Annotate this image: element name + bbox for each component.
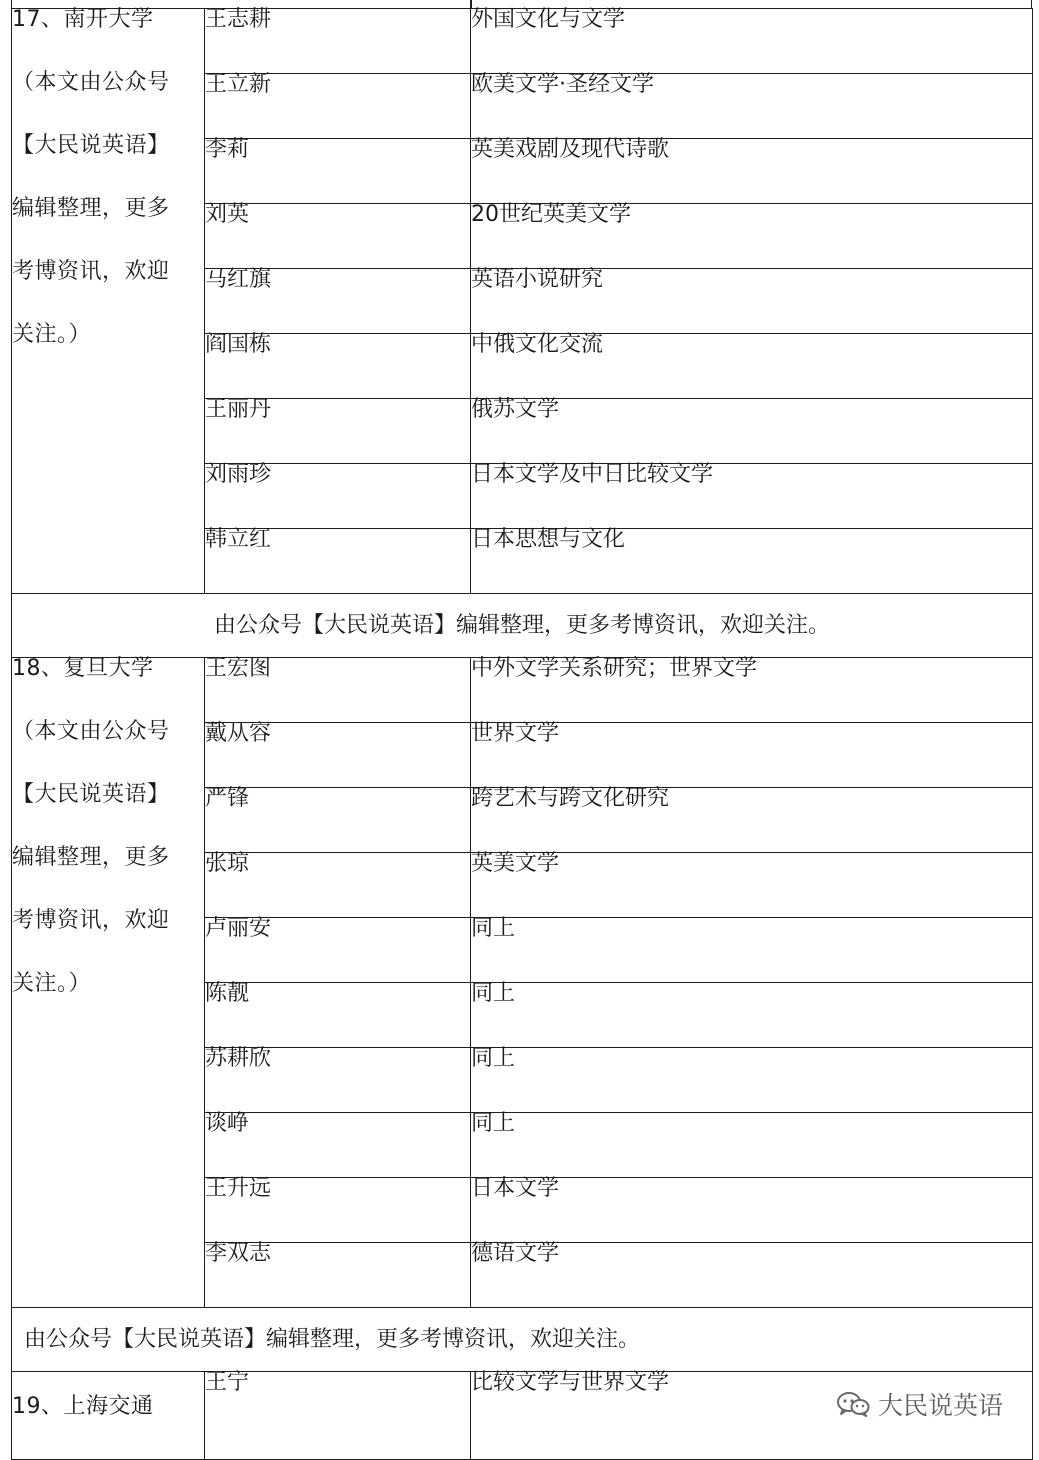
watermark-text: 大民说英语 bbox=[878, 1391, 1004, 1420]
table-body bbox=[12, 9, 1033, 1460]
research-field: 日本文学及中日比较文学 bbox=[471, 464, 1033, 529]
supervisor-table bbox=[11, 8, 1033, 1460]
watermark bbox=[836, 1386, 1003, 1422]
supervisor-name: 王宁 bbox=[205, 1372, 471, 1460]
research-field: 中俄文化交流 bbox=[471, 334, 1033, 399]
research-field: 欧美文学·圣经文学 bbox=[471, 74, 1033, 139]
supervisor-name: 严锋 bbox=[205, 788, 471, 853]
institution-note-line: 【大民说英语】 bbox=[12, 782, 170, 807]
research-field: 俄苏文学 bbox=[471, 399, 1033, 464]
research-field: 同上 bbox=[471, 983, 1033, 1048]
institution-note-line: 【大民说英语】 bbox=[12, 133, 170, 158]
institution-cell bbox=[12, 658, 205, 1308]
supervisor-name: 王志耕 bbox=[205, 9, 471, 74]
supervisor-name: 李莉 bbox=[205, 139, 471, 204]
research-field: 英美戏剧及现代诗歌 bbox=[471, 139, 1033, 204]
notice-text: 由公众号【大民说英语】编辑整理，更多考博资讯，欢迎关注。 bbox=[12, 594, 1033, 658]
supervisor-name: 王升远 bbox=[205, 1178, 471, 1243]
institution-cell bbox=[12, 1372, 205, 1460]
research-field: 比较文学与世界文学 bbox=[471, 1372, 1033, 1460]
supervisor-name: 谈峥 bbox=[205, 1113, 471, 1178]
institution-name: 18、复旦大学 bbox=[12, 656, 154, 681]
supervisor-name: 阎国栋 bbox=[205, 334, 471, 399]
institution-note-line: 编辑整理，更多 bbox=[12, 196, 170, 221]
supervisor-name: 韩立红 bbox=[205, 529, 471, 594]
table-row bbox=[12, 9, 1033, 74]
institution-note-line: 编辑整理，更多 bbox=[12, 845, 170, 870]
institution-note-line: 考博资讯，欢迎 bbox=[12, 259, 170, 284]
institution-note-line: 考博资讯，欢迎 bbox=[12, 908, 170, 933]
institution-note-line: 关注。） bbox=[12, 322, 92, 347]
supervisor-name: 卢丽安 bbox=[205, 918, 471, 983]
supervisor-name: 张琼 bbox=[205, 853, 471, 918]
research-field: 世界文学 bbox=[471, 723, 1033, 788]
institution-name: 19、上海交通 bbox=[12, 1394, 154, 1419]
research-field: 20世纪英美文学 bbox=[471, 204, 1033, 269]
research-field: 中外文学关系研究；世界文学 bbox=[471, 658, 1033, 723]
supervisor-name: 刘雨珍 bbox=[205, 464, 471, 529]
supervisor-name: 王立新 bbox=[205, 74, 471, 139]
research-field: 同上 bbox=[471, 918, 1033, 983]
supervisor-name: 苏耕欣 bbox=[205, 1048, 471, 1113]
research-field: 同上 bbox=[471, 1048, 1033, 1113]
institution-note-line: 关注。） bbox=[12, 971, 92, 996]
institution-cell bbox=[12, 9, 205, 594]
supervisor-name: 刘英 bbox=[205, 204, 471, 269]
table-row bbox=[12, 658, 1033, 723]
research-field: 外国文化与文学 bbox=[471, 9, 1033, 74]
research-field: 跨艺术与跨文化研究 bbox=[471, 788, 1033, 853]
institution-name: 17、南开大学 bbox=[12, 7, 154, 32]
research-field: 日本文学 bbox=[471, 1178, 1033, 1243]
notice-row bbox=[12, 594, 1033, 658]
supervisor-name: 陈靓 bbox=[205, 983, 471, 1048]
institution-note-line: （本文由公众号 bbox=[12, 719, 170, 744]
research-field: 日本思想与文化 bbox=[471, 529, 1033, 594]
research-field: 英语小说研究 bbox=[471, 269, 1033, 334]
notice-row bbox=[12, 1308, 1033, 1372]
supervisor-name: 戴从容 bbox=[205, 723, 471, 788]
supervisor-name: 李双志 bbox=[205, 1243, 471, 1308]
notice-text: 由公众号【大民说英语】编辑整理，更多考博资讯，欢迎关注。 bbox=[12, 1308, 1033, 1372]
supervisor-name: 王丽丹 bbox=[205, 399, 471, 464]
supervisor-name: 王宏图 bbox=[205, 658, 471, 723]
supervisor-name: 马红旗 bbox=[205, 269, 471, 334]
institution-note-line: （本文由公众号 bbox=[12, 70, 170, 95]
research-field: 同上 bbox=[471, 1113, 1033, 1178]
research-field: 英美文学 bbox=[471, 853, 1033, 918]
research-field: 德语文学 bbox=[471, 1243, 1033, 1308]
wechat-icon bbox=[836, 1391, 870, 1417]
